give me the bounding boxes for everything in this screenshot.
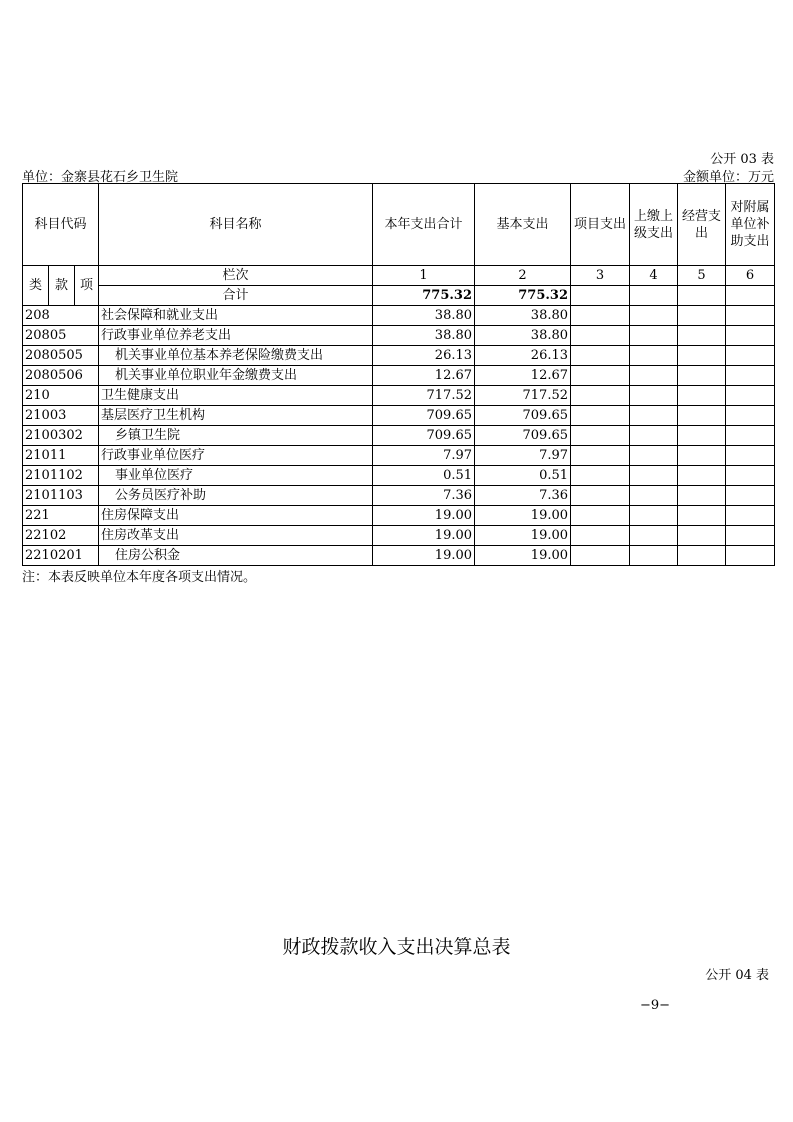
row-subsidy xyxy=(726,406,775,426)
row-upper xyxy=(630,326,678,346)
row-subsidy xyxy=(726,306,775,326)
header-kuan: 款 xyxy=(49,266,75,306)
table-row xyxy=(23,346,775,366)
row-total: 38.80 xyxy=(373,306,475,326)
row-subsidy xyxy=(726,546,775,566)
row-upper xyxy=(630,546,678,566)
col-index-4: 4 xyxy=(630,266,678,286)
row-total: 38.80 xyxy=(373,326,475,346)
basic-sum: 775.32 xyxy=(475,286,571,306)
row-upper xyxy=(630,386,678,406)
row-name: 机关事业单位职业年金缴费支出 xyxy=(99,366,373,386)
row-business xyxy=(678,406,726,426)
row-code: 22102 xyxy=(23,526,99,546)
row-subsidy xyxy=(726,426,775,446)
row-name: 乡镇卫生院 xyxy=(99,426,373,446)
row-project xyxy=(571,526,630,546)
row-code: 2101102 xyxy=(23,466,99,486)
header-total: 本年支出合计 xyxy=(373,184,475,266)
row-total: 19.00 xyxy=(373,526,475,546)
row-total: 7.36 xyxy=(373,486,475,506)
row-code: 2210201 xyxy=(23,546,99,566)
row-business xyxy=(678,386,726,406)
row-code: 210 xyxy=(23,386,99,406)
row-basic: 19.00 xyxy=(475,546,571,566)
row-basic: 12.67 xyxy=(475,366,571,386)
row-project xyxy=(571,546,630,566)
table-row xyxy=(23,386,775,406)
row-business xyxy=(678,446,726,466)
header-basic: 基本支出 xyxy=(475,184,571,266)
row-total: 709.65 xyxy=(373,426,475,446)
row-subsidy xyxy=(726,446,775,466)
row-code: 2100302 xyxy=(23,426,99,446)
unit-label: 单位：金寨县花石乡卫生院 xyxy=(22,170,179,185)
row-project xyxy=(571,406,630,426)
row-project xyxy=(571,466,630,486)
row-upper xyxy=(630,306,678,326)
row-business xyxy=(678,526,726,546)
table-row xyxy=(23,406,775,426)
total-label: 合计 xyxy=(99,286,373,306)
col-index-2: 2 xyxy=(475,266,571,286)
page-number: −9− xyxy=(640,998,671,1013)
table-note: 注：本表反映单位本年度各项支出情况。 xyxy=(22,570,257,585)
row-project xyxy=(571,506,630,526)
row-name: 住房公积金 xyxy=(99,546,373,566)
row-basic: 19.00 xyxy=(475,506,571,526)
row-total: 717.52 xyxy=(373,386,475,406)
header-upper: 上缴上级支出 xyxy=(630,184,678,266)
row-total: 19.00 xyxy=(373,546,475,566)
header-xiang: 项 xyxy=(75,266,99,306)
table-row xyxy=(23,526,775,546)
table-number-label: 公开 03 表 xyxy=(710,152,774,167)
col-index-3: 3 xyxy=(571,266,630,286)
lanci-label: 栏次 xyxy=(99,266,373,286)
row-project xyxy=(571,306,630,326)
row-code: 2101103 xyxy=(23,486,99,506)
column-index-row xyxy=(23,266,775,286)
amount-unit-label: 金额单位：万元 xyxy=(682,170,774,185)
row-business xyxy=(678,466,726,486)
row-code: 221 xyxy=(23,506,99,526)
row-name: 事业单位医疗 xyxy=(99,466,373,486)
row-upper xyxy=(630,506,678,526)
col-index-1: 1 xyxy=(373,266,475,286)
table-row xyxy=(23,366,775,386)
header-name: 科目名称 xyxy=(99,184,373,266)
header-row xyxy=(23,184,775,266)
row-total: 12.67 xyxy=(373,366,475,386)
row-project xyxy=(571,386,630,406)
row-upper xyxy=(630,366,678,386)
header-lei: 类 xyxy=(23,266,49,306)
row-code: 208 xyxy=(23,306,99,326)
row-upper xyxy=(630,446,678,466)
table-row xyxy=(23,446,775,466)
row-project xyxy=(571,426,630,446)
row-basic: 7.97 xyxy=(475,446,571,466)
row-project xyxy=(571,486,630,506)
row-business xyxy=(678,426,726,446)
row-basic: 38.80 xyxy=(475,306,571,326)
table-row xyxy=(23,546,775,566)
row-code: 2080505 xyxy=(23,346,99,366)
row-name: 卫生健康支出 xyxy=(99,386,373,406)
row-subsidy xyxy=(726,346,775,366)
row-upper xyxy=(630,466,678,486)
row-business xyxy=(678,366,726,386)
header-project: 项目支出 xyxy=(571,184,630,266)
total-sum: 775.32 xyxy=(373,286,475,306)
row-name: 住房保障支出 xyxy=(99,506,373,526)
row-basic: 709.65 xyxy=(475,406,571,426)
row-code: 21003 xyxy=(23,406,99,426)
row-business xyxy=(678,486,726,506)
row-name: 基层医疗卫生机构 xyxy=(99,406,373,426)
row-upper xyxy=(630,406,678,426)
row-subsidy xyxy=(726,506,775,526)
row-business xyxy=(678,306,726,326)
row-total: 26.13 xyxy=(373,346,475,366)
row-name: 住房改革支出 xyxy=(99,526,373,546)
row-business xyxy=(678,546,726,566)
header-subsidy: 对附属单位补助支出 xyxy=(726,184,775,266)
next-table-number: 公开 04 表 xyxy=(705,968,769,983)
row-total: 709.65 xyxy=(373,406,475,426)
col-index-6: 6 xyxy=(726,266,775,286)
row-upper xyxy=(630,526,678,546)
row-name: 行政事业单位养老支出 xyxy=(99,326,373,346)
row-subsidy xyxy=(726,466,775,486)
row-subsidy xyxy=(726,486,775,506)
table-row xyxy=(23,486,775,506)
table-row xyxy=(23,426,775,446)
row-business xyxy=(678,346,726,366)
total-row xyxy=(23,286,775,306)
table-row xyxy=(23,466,775,486)
row-name: 行政事业单位医疗 xyxy=(99,446,373,466)
row-code: 2080506 xyxy=(23,366,99,386)
row-subsidy xyxy=(726,366,775,386)
row-total: 19.00 xyxy=(373,506,475,526)
row-basic: 0.51 xyxy=(475,466,571,486)
row-upper xyxy=(630,486,678,506)
row-total: 0.51 xyxy=(373,466,475,486)
table-row xyxy=(23,506,775,526)
row-basic: 38.80 xyxy=(475,326,571,346)
col-index-5: 5 xyxy=(678,266,726,286)
header-code: 科目代码 xyxy=(23,184,99,266)
row-upper xyxy=(630,346,678,366)
row-subsidy xyxy=(726,326,775,346)
row-business xyxy=(678,506,726,526)
row-name: 机关事业单位基本养老保险缴费支出 xyxy=(99,346,373,366)
row-subsidy xyxy=(726,386,775,406)
row-project xyxy=(571,366,630,386)
row-basic: 26.13 xyxy=(475,346,571,366)
row-basic: 7.36 xyxy=(475,486,571,506)
row-code: 20805 xyxy=(23,326,99,346)
row-name: 公务员医疗补助 xyxy=(99,486,373,506)
next-table-title: 财政拨款收入支出决算总表 xyxy=(282,936,511,958)
row-name: 社会保障和就业支出 xyxy=(99,306,373,326)
header-business: 经营支出 xyxy=(678,184,726,266)
row-code: 21011 xyxy=(23,446,99,466)
row-project xyxy=(571,446,630,466)
table-row xyxy=(23,326,775,346)
row-subsidy xyxy=(726,526,775,546)
row-basic: 19.00 xyxy=(475,526,571,546)
row-total: 7.97 xyxy=(373,446,475,466)
row-basic: 709.65 xyxy=(475,426,571,446)
row-basic: 717.52 xyxy=(475,386,571,406)
table-row xyxy=(23,306,775,326)
row-project xyxy=(571,326,630,346)
row-project xyxy=(571,346,630,366)
row-upper xyxy=(630,426,678,446)
expenditure-table xyxy=(22,183,775,566)
row-business xyxy=(678,326,726,346)
